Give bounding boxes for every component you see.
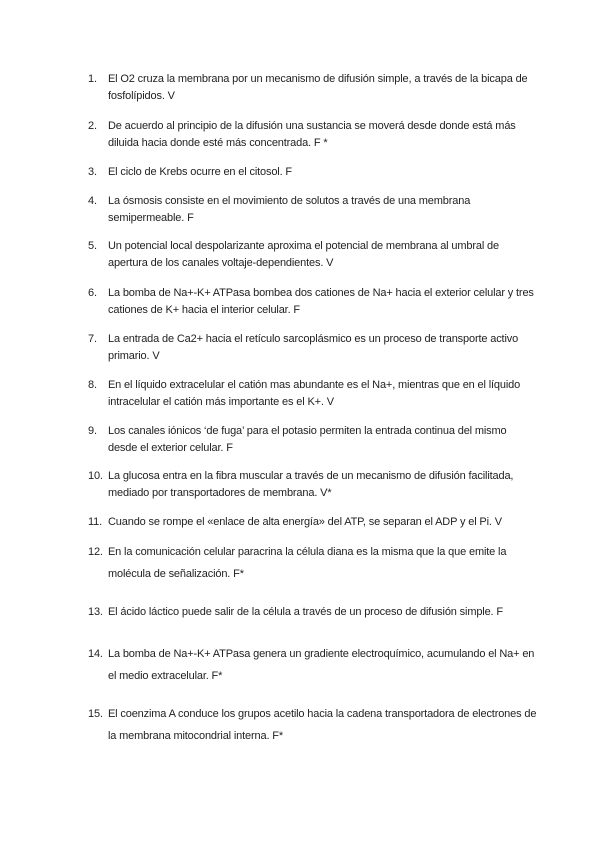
question-text: En el líquido extracelular el catión mas abundante es el Na+, mientras que en el líquido intracelular el catión más importante es el K+. V (108, 379, 521, 408)
question-text: Un potencial local despolarizante aproxima el potencial de membrana al umbral de apertura de los canales voltaje-dependientes. V (108, 240, 499, 269)
question-text: Los canales iónicos ‘de fuga’ para el potasio permiten la entrada continua del mismo desde el exterior celular. F (108, 425, 507, 454)
question-number: 12. (88, 546, 103, 558)
question-number: 5. (88, 240, 97, 252)
question-number: 10. (88, 470, 103, 482)
question-item (88, 643, 538, 687)
question-text: El coenzima A conduce los grupos acetilo hacia la cadena transportadora de electrones de la membrana mitocondrial interna. F* (108, 708, 537, 742)
question-number: 8. (88, 379, 97, 391)
question-number: 7. (88, 333, 97, 345)
question-number: 3. (88, 166, 97, 178)
question-text: La glucosa entra en la fibra muscular a través de un mecanismo de difusión facilitada, mediado por transportadores de membrana. V* (108, 470, 514, 499)
question-number: 11. (88, 516, 103, 528)
question-number: 9. (88, 425, 97, 437)
question-text: La entrada de Ca2+ hacia el retículo sarcoplásmico es un proceso de transporte activo primario. V (108, 333, 519, 362)
question-text: En la comunicación celular paracrina la célula diana es la misma que la que emite la molécula de señalización. F* (108, 546, 507, 580)
question-item (88, 468, 538, 502)
question-number: 1. (88, 73, 97, 85)
question-text: Cuando se rompe el «enlace de alta energía» del ATP, se separan el ADP y el Pi. V (108, 516, 502, 528)
question-item (88, 514, 538, 531)
question-number: 2. (88, 120, 97, 132)
question-item (88, 193, 538, 227)
question-text: El ácido láctico puede salir de la célula a través de un proceso de difusión simple. F (108, 606, 503, 618)
question-item (88, 238, 538, 272)
question-item (88, 118, 538, 152)
question-item (88, 164, 538, 181)
question-number: 6. (88, 287, 97, 299)
question-text: La ósmosis consiste en el movimiento de solutos a través de una membrana semipermeable. F (108, 195, 471, 224)
question-text: El O2 cruza la membrana por un mecanismo de difusión simple, a través de la bicapa de fosfolípidos. V (108, 73, 528, 102)
question-number: 14. (88, 648, 103, 660)
question-item (88, 541, 538, 585)
question-number: 15. (88, 708, 103, 720)
question-text: El ciclo de Krebs ocurre en el citosol. F (108, 166, 292, 178)
question-item (88, 71, 538, 105)
question-text: De acuerdo al principio de la difusión una sustancia se moverá desde donde está más diluida hacia donde esté más concentrada. F * (108, 120, 516, 149)
question-number: 13. (88, 606, 103, 618)
question-text: La bomba de Na+-K+ ATPasa bombea dos cationes de Na+ hacia el exterior celular y tres cationes de K+ hacia el interior celular. F (108, 287, 534, 316)
question-item (88, 703, 538, 747)
question-text: La bomba de Na+-K+ ATPasa genera un gradiente electroquímico, acumulando el Na+ en el medio extracelular. F* (108, 648, 535, 682)
question-item (88, 604, 538, 621)
question-item (88, 377, 538, 411)
question-item (88, 423, 538, 457)
question-item (88, 285, 538, 319)
question-item (88, 331, 538, 365)
question-number: 4. (88, 195, 97, 207)
